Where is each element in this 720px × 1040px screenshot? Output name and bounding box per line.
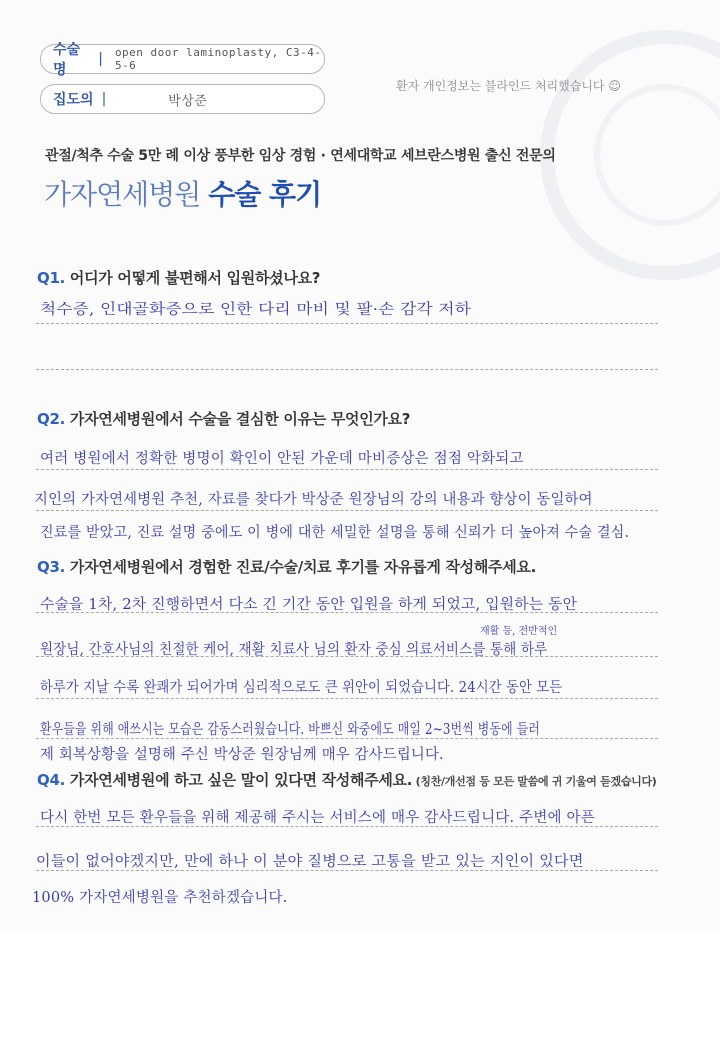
answer-line: 제 회복상황을 설명해 주신 박상준 원장님께 매우 감사드립니다. [40,747,444,763]
question-text: 가자연세병원에서 경험한 진료/수술/치료 후기를 자유롭게 작성해주세요. [65,558,536,576]
answer-line: 이들이 없어야겠지만, 만에 하나 이 분야 질병으로 고통을 받고 있는 지인이 있다면 [36,854,584,870]
surgeon-label: 집도의 [53,92,94,108]
answer-rule [36,698,658,699]
page-title-review: 수술 후기 [208,178,322,211]
answer-rule [36,369,658,370]
page-subtitle: 관절/척추 수술 5만 례 이상 풍부한 임상 경험 · 연세대학교 세브란스병원 출신 전문의 [45,148,556,164]
answer-line: 지인의 가자연세병원 추천, 자료를 찾다가 박상준 원장님의 강의 내용과 향상이 동일하여 [34,492,593,508]
question-number: Q1. [37,269,65,287]
question-1 [37,267,320,288]
answer-line: 척수증, 인대골화증으로 인한 다리 마비 및 팔·손 감각 저하 [40,302,472,318]
question-number: Q2. [37,410,65,428]
question-number: Q4. [37,771,65,789]
question-4 [37,769,657,790]
question-text: 가자연세병원에서 수술을 결심한 이유는 무엇인가요? [65,410,411,428]
separator: | [101,91,107,107]
page-title [44,173,321,213]
question-text: 어디가 어떻게 불편해서 입원하셨나요? [65,269,321,287]
answer-line: 환우들을 위해 애쓰시는 모습은 감동스러웠습니다. 바쁘신 와중에도 매일 2~3번씩 병동에 들러 [40,722,541,738]
answer-line: 100% 가자연세병원을 추천하겠습니다. [32,890,288,906]
answer-rule [36,510,658,511]
inserted-note: 재활 등, 전반적인 [480,626,558,637]
question-2 [37,408,410,429]
answer-line: 여러 병원에서 정확한 병명이 확인이 안된 가운데 마비증상은 점점 악화되고 [40,451,524,467]
answer-rule [36,612,658,613]
separator: | [98,51,103,67]
surgery-name-label: 수술명 [53,42,81,78]
surgery-name-value: open door laminoplasty, C3-4-5-6 [114,46,322,72]
answer-line: 원장님, 간호사님의 친절한 케어, 재활 치료사 님의 환자 중심 의료서비스를 통해 하루 [40,642,548,658]
answer-line: 하루가 지날 수록 완쾌가 되어가며 심리적으로도 큰 위안이 되었습니다. 24시간 동안 모든 [40,680,563,696]
answer-rule [36,469,658,470]
answer-line: 수술을 1차, 2차 진행하면서 다소 긴 기간 동안 입원을 하게 되었고, 입원하는 동안 [40,597,578,613]
surgeon-value: 박상준 [168,93,208,109]
hospital-seal-watermark [540,30,720,280]
surgery-name-field [40,42,325,78]
answer-rule [36,738,658,739]
question-number: Q3. [37,558,65,576]
answer-rule [36,323,658,324]
answer-line: 다시 한번 모든 환우들을 위해 제공해 주시는 서비스에 매우 감사드립니다. 주변에 아픈 [40,810,595,826]
answer-line: 진료를 받았고, 진료 설명 중에도 이 병에 대한 세밀한 설명을 통해 신뢰가 더 높아져 수술 결심. [40,525,630,541]
question-note: (칭찬/개선점 등 모든 말씀에 귀 기울여 듣겠습니다) [412,775,657,788]
question-text: 가자연세병원에 하고 싶은 말이 있다면 작성해주세요. [65,771,413,789]
question-3 [37,556,536,577]
privacy-notice: 환자 개인정보는 블라인드 처리했습니다 ☺ [396,79,621,93]
answer-rule [36,826,658,827]
answer-rule [36,656,658,657]
page-title-hospital: 가자연세병원 [44,178,209,211]
answer-rule [36,870,658,871]
surgeon-field [40,84,325,114]
